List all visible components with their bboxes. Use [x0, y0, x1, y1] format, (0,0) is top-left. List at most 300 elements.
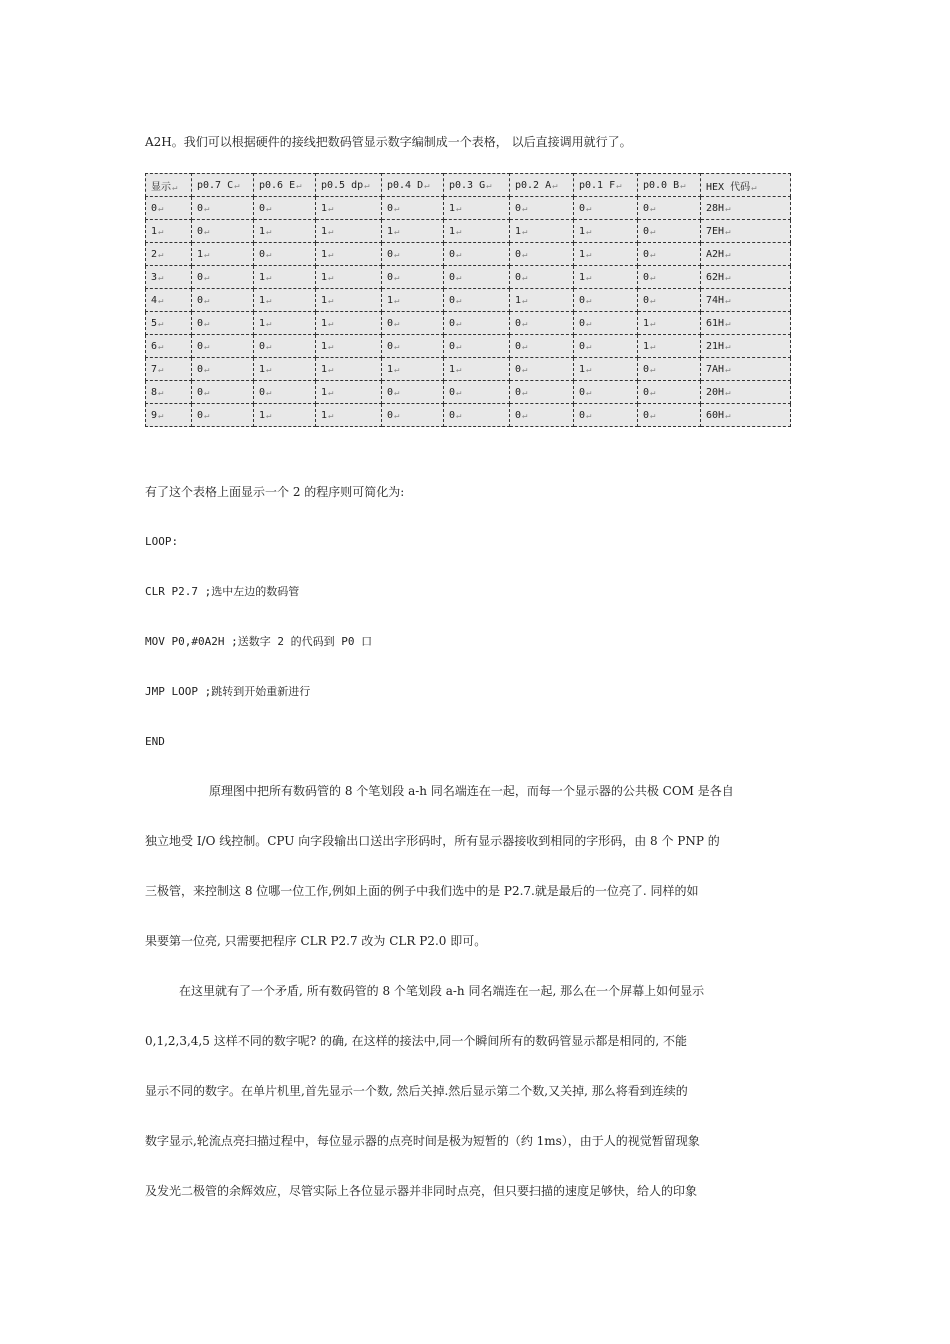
table-cell-text: 0	[449, 294, 456, 306]
table-cell-text: HEX 代码	[706, 181, 751, 193]
table-cell	[444, 358, 510, 381]
table-cell	[510, 289, 574, 312]
table-cell	[192, 358, 254, 381]
return-mark-icon: ↵	[522, 341, 528, 352]
table-cell-text: 0	[197, 202, 204, 214]
table-cell	[701, 220, 791, 243]
paragraph-line: 及发光二极管的余辉效应，尽管实际上各位显示器并非同时点亮，但只要扫描的速度足够快，给人的印象	[145, 1184, 698, 1198]
table-cell	[192, 289, 254, 312]
table-cell	[444, 381, 510, 404]
table-cell-text: 5	[151, 317, 158, 329]
paragraph-line: 数字显示,轮流点亮扫描过程中，每位显示器的点亮时间是极为短暂的（约 1ms），由于人的视觉暂留现象	[145, 1134, 700, 1148]
table-cell	[192, 243, 254, 266]
return-mark-icon: ↵	[424, 180, 430, 191]
table-cell-text: 0	[387, 271, 394, 283]
paragraph-1	[145, 783, 806, 983]
table-cell-text: 1	[321, 294, 328, 306]
table-cell-text: 0	[643, 294, 650, 306]
return-mark-icon: ↵	[394, 226, 400, 237]
table-cell-text: p0.2 A	[515, 179, 552, 191]
table-cell	[316, 174, 382, 197]
return-mark-icon: ↵	[586, 387, 592, 398]
return-mark-icon: ↵	[204, 410, 210, 421]
return-mark-icon: ↵	[586, 341, 592, 352]
table-cell	[701, 381, 791, 404]
return-mark-icon: ↵	[204, 295, 210, 306]
table-cell	[382, 266, 444, 289]
table-cell-text: 0	[643, 271, 650, 283]
table-cell-text: 0	[197, 340, 204, 352]
table-cell-text: 1	[259, 271, 266, 283]
table-cell-text: 21H	[706, 340, 725, 352]
return-mark-icon: ↵	[456, 226, 462, 237]
return-mark-icon: ↵	[586, 272, 592, 283]
table-cell-text: 0	[449, 271, 456, 283]
table-cell-text: 1	[321, 202, 328, 214]
table-cell	[254, 197, 316, 220]
table-cell-text: 0	[579, 294, 586, 306]
return-mark-icon: ↵	[650, 272, 656, 283]
table-cell	[638, 289, 701, 312]
table-cell-text: 7	[151, 363, 158, 375]
return-mark-icon: ↵	[456, 387, 462, 398]
table-cell	[510, 358, 574, 381]
return-mark-icon: ↵	[522, 272, 528, 283]
table-cell-text: 0	[387, 248, 394, 260]
table-row	[146, 266, 791, 289]
table-cell-text: 1	[259, 317, 266, 329]
table-cell-text: 0	[579, 386, 586, 398]
table-cell-text: 1	[515, 294, 522, 306]
return-mark-icon: ↵	[158, 249, 164, 260]
table-cell	[444, 243, 510, 266]
table-cell-text: A2H	[706, 248, 725, 260]
table-cell	[146, 197, 192, 220]
table-cell	[146, 220, 192, 243]
paragraph-line: 显示不同的数字。在单片机里,首先显示一个数, 然后关掉.然后显示第二个数,又关掉, 那么将看到连续的	[145, 1084, 688, 1098]
table-cell-text: 1	[321, 386, 328, 398]
table-cell	[574, 289, 638, 312]
table-cell	[254, 243, 316, 266]
return-mark-icon: ↵	[394, 341, 400, 352]
return-mark-icon: ↵	[650, 410, 656, 421]
table-cell	[316, 358, 382, 381]
table-cell-text: 0	[259, 340, 266, 352]
return-mark-icon: ↵	[204, 226, 210, 237]
table-row	[146, 312, 791, 335]
code-line: MOV P0,#0A2H ;送数字 2 的代码到 P0 口	[145, 635, 373, 648]
return-mark-icon: ↵	[328, 295, 334, 306]
table-cell-text: 0	[387, 340, 394, 352]
table-cell-text: 0	[197, 409, 204, 421]
table-cell	[382, 289, 444, 312]
return-mark-icon: ↵	[586, 295, 592, 306]
table-cell	[510, 243, 574, 266]
table-cell	[254, 174, 316, 197]
table-cell	[638, 312, 701, 335]
table-cell	[146, 243, 192, 266]
return-mark-icon: ↵	[725, 203, 731, 214]
table-cell-text: 1	[387, 294, 394, 306]
table-cell-text: 1	[387, 363, 394, 375]
return-mark-icon: ↵	[394, 272, 400, 283]
return-mark-icon: ↵	[725, 387, 731, 398]
table-cell	[574, 197, 638, 220]
table-cell-text: 28H	[706, 202, 725, 214]
table-cell-text: 0	[449, 409, 456, 421]
return-mark-icon: ↵	[725, 364, 731, 375]
return-mark-icon: ↵	[394, 364, 400, 375]
table-cell-text: 0	[387, 317, 394, 329]
table-cell-text: 0	[515, 271, 522, 283]
table-cell	[574, 174, 638, 197]
return-mark-icon: ↵	[650, 295, 656, 306]
return-mark-icon: ↵	[204, 203, 210, 214]
return-mark-icon: ↵	[522, 318, 528, 329]
table-cell-text: 0	[197, 271, 204, 283]
return-mark-icon: ↵	[172, 182, 178, 193]
table-cell-text: 0	[515, 317, 522, 329]
table-cell-text: 0	[387, 202, 394, 214]
return-mark-icon: ↵	[204, 341, 210, 352]
table-cell-text: 0	[579, 202, 586, 214]
table-cell	[254, 220, 316, 243]
return-mark-icon: ↵	[552, 180, 558, 191]
table-cell	[638, 335, 701, 358]
table-cell-text: 0	[643, 202, 650, 214]
table-cell	[638, 220, 701, 243]
return-mark-icon: ↵	[158, 226, 164, 237]
return-mark-icon: ↵	[394, 410, 400, 421]
table-cell-text: p0.0 B	[643, 179, 680, 191]
return-mark-icon: ↵	[486, 180, 492, 191]
table-cell	[146, 312, 192, 335]
table-cell	[316, 335, 382, 358]
table-cell-text: 1	[259, 363, 266, 375]
return-mark-icon: ↵	[394, 295, 400, 306]
return-mark-icon: ↵	[522, 364, 528, 375]
return-mark-icon: ↵	[158, 410, 164, 421]
table-cell	[382, 381, 444, 404]
table-cell	[382, 335, 444, 358]
table-cell	[192, 174, 254, 197]
return-mark-icon: ↵	[522, 387, 528, 398]
table-cell	[382, 404, 444, 427]
return-mark-icon: ↵	[456, 341, 462, 352]
return-mark-icon: ↵	[266, 364, 272, 375]
table-cell	[192, 404, 254, 427]
segment-code-table	[145, 173, 791, 427]
return-mark-icon: ↵	[650, 203, 656, 214]
table-cell-text: 1	[259, 225, 266, 237]
return-mark-icon: ↵	[586, 410, 592, 421]
table-cell-text: 0	[643, 363, 650, 375]
table-cell	[701, 358, 791, 381]
table-cell	[510, 174, 574, 197]
table-cell-text: 1	[579, 363, 586, 375]
table-cell-text: 1	[579, 225, 586, 237]
return-mark-icon: ↵	[725, 295, 731, 306]
paragraph-line: 三极管，来控制这 8 位哪一位工作,例如上面的例子中我们选中的是 P2.7.就是最后的一位亮了. 同样的如	[145, 884, 699, 898]
table-cell-text: 8	[151, 386, 158, 398]
table-cell-text: 60H	[706, 409, 725, 421]
table-cell	[382, 243, 444, 266]
return-mark-icon: ↵	[204, 387, 210, 398]
table-cell	[444, 174, 510, 197]
return-mark-icon: ↵	[586, 203, 592, 214]
table-cell-text: 0	[449, 340, 456, 352]
return-mark-icon: ↵	[296, 180, 302, 191]
return-mark-icon: ↵	[725, 272, 731, 283]
table-cell	[701, 404, 791, 427]
return-mark-icon: ↵	[234, 180, 240, 191]
table-cell	[638, 404, 701, 427]
table-cell-text: 0	[579, 409, 586, 421]
table-cell	[382, 220, 444, 243]
paragraph-line: 在这里就有了一个矛盾, 所有数码管的 8 个笔划段 a-h 同名端连在一起, 那么在一个屏幕上如何显示	[179, 984, 705, 998]
table-cell-text: 1	[449, 202, 456, 214]
table-cell	[638, 197, 701, 220]
table-cell-text: p0.5 dp	[321, 179, 364, 191]
return-mark-icon: ↵	[725, 341, 731, 352]
table-cell	[510, 266, 574, 289]
table-cell	[444, 197, 510, 220]
table-cell	[192, 266, 254, 289]
return-mark-icon: ↵	[266, 203, 272, 214]
table-cell	[701, 335, 791, 358]
return-mark-icon: ↵	[158, 341, 164, 352]
table-cell	[382, 312, 444, 335]
return-mark-icon: ↵	[616, 180, 622, 191]
table-cell-text: 1	[259, 409, 266, 421]
table-cell	[316, 197, 382, 220]
table-cell	[638, 358, 701, 381]
table-row	[146, 381, 791, 404]
return-mark-icon: ↵	[522, 295, 528, 306]
table-cell	[574, 266, 638, 289]
table-cell-text: 0	[515, 386, 522, 398]
table-row	[146, 335, 791, 358]
table-cell	[316, 312, 382, 335]
table-cell	[146, 174, 192, 197]
table-cell	[254, 358, 316, 381]
table-cell	[638, 381, 701, 404]
table-cell-text: 0	[515, 340, 522, 352]
return-mark-icon: ↵	[751, 182, 757, 193]
table-cell	[574, 335, 638, 358]
return-mark-icon: ↵	[725, 249, 731, 260]
table-row	[146, 243, 791, 266]
table-cell-text: 0	[197, 317, 204, 329]
table-cell-text: 4	[151, 294, 158, 306]
table-cell	[444, 220, 510, 243]
return-mark-icon: ↵	[456, 272, 462, 283]
intro-line: A2H。我们可以根据硬件的接线把数码管显示数字编制成一个表格， 以后直接调用就行了。	[145, 135, 632, 149]
table-cell	[192, 335, 254, 358]
table-cell	[316, 266, 382, 289]
table-cell-text: 7AH	[706, 363, 725, 375]
table-cell	[701, 312, 791, 335]
table-cell	[316, 404, 382, 427]
table-cell-text: 0	[259, 202, 266, 214]
table-cell	[254, 312, 316, 335]
table-cell	[316, 289, 382, 312]
return-mark-icon: ↵	[328, 341, 334, 352]
return-mark-icon: ↵	[650, 341, 656, 352]
table-cell	[510, 404, 574, 427]
table-cell-text: 1	[449, 363, 456, 375]
table-cell-text: 1	[259, 294, 266, 306]
table-cell	[254, 266, 316, 289]
table-row	[146, 404, 791, 427]
return-mark-icon: ↵	[522, 249, 528, 260]
return-mark-icon: ↵	[650, 249, 656, 260]
return-mark-icon: ↵	[456, 295, 462, 306]
table-cell	[701, 243, 791, 266]
table-row	[146, 358, 791, 381]
table-cell-text: 0	[579, 317, 586, 329]
return-mark-icon: ↵	[328, 226, 334, 237]
table-cell	[638, 174, 701, 197]
table-cell	[254, 381, 316, 404]
return-mark-icon: ↵	[394, 387, 400, 398]
paragraph-line: 果要第一位亮, 只需要把程序 CLR P2.7 改为 CLR P2.0 即可。	[145, 934, 487, 948]
return-mark-icon: ↵	[456, 318, 462, 329]
table-cell-text: 0	[643, 225, 650, 237]
table-cell-text: 0	[515, 202, 522, 214]
return-mark-icon: ↵	[364, 180, 370, 191]
table-cell	[146, 358, 192, 381]
table-cell-text: 0	[515, 363, 522, 375]
table-cell	[316, 381, 382, 404]
table-cell	[192, 197, 254, 220]
code-line: END	[145, 735, 165, 748]
paragraph-2	[145, 983, 806, 1233]
table-cell-text: 1	[197, 248, 204, 260]
return-mark-icon: ↵	[522, 226, 528, 237]
return-mark-icon: ↵	[394, 203, 400, 214]
return-mark-icon: ↵	[650, 226, 656, 237]
return-mark-icon: ↵	[266, 341, 272, 352]
table-cell-text: 0	[259, 248, 266, 260]
table-cell	[146, 381, 192, 404]
table-cell	[701, 174, 791, 197]
table-cell	[254, 404, 316, 427]
table-cell	[574, 312, 638, 335]
table-cell	[638, 243, 701, 266]
return-mark-icon: ↵	[586, 318, 592, 329]
table-cell-text: 0	[387, 409, 394, 421]
return-mark-icon: ↵	[328, 203, 334, 214]
paragraph-line: 0,1,2,3,4,5 这样不同的数字呢? 的确, 在这样的接法中,同一个瞬间所有的数码管显示都是相同的, 不能	[145, 1034, 688, 1048]
table-cell-text: 9	[151, 409, 158, 421]
table-cell	[316, 243, 382, 266]
table-cell-text: 0	[197, 363, 204, 375]
table-cell	[382, 197, 444, 220]
table-cell-text: 1	[151, 225, 158, 237]
table-cell-text: 1	[321, 248, 328, 260]
return-mark-icon: ↵	[456, 203, 462, 214]
table-cell	[701, 266, 791, 289]
table-cell-text: 1	[321, 340, 328, 352]
table-cell	[444, 289, 510, 312]
table-cell-text: 0	[151, 202, 158, 214]
table-cell	[146, 335, 192, 358]
table-cell	[510, 312, 574, 335]
return-mark-icon: ↵	[158, 203, 164, 214]
table-cell	[146, 404, 192, 427]
table-cell-text: 0	[449, 248, 456, 260]
table-cell	[254, 335, 316, 358]
table-cell	[574, 358, 638, 381]
table-cell-text: p0.3 G	[449, 179, 486, 191]
table-cell	[382, 174, 444, 197]
return-mark-icon: ↵	[725, 318, 731, 329]
table-cell	[316, 220, 382, 243]
table-cell	[192, 220, 254, 243]
paragraph-line: 原理图中把所有数码管的 8 个笔划段 a-h 同名端连在一起，而每一个显示器的公共极 COM 是各自	[209, 784, 734, 798]
table-cell	[574, 220, 638, 243]
table-cell	[146, 289, 192, 312]
table-cell-text: 1	[387, 225, 394, 237]
table-cell	[146, 266, 192, 289]
return-mark-icon: ↵	[586, 364, 592, 375]
return-mark-icon: ↵	[586, 249, 592, 260]
table-row	[146, 220, 791, 243]
table-cell-text: p0.6 E	[259, 179, 296, 191]
table-header-row	[146, 174, 791, 197]
table-cell-text: 0	[643, 386, 650, 398]
table-cell	[701, 197, 791, 220]
return-mark-icon: ↵	[650, 364, 656, 375]
return-mark-icon: ↵	[650, 387, 656, 398]
return-mark-icon: ↵	[456, 249, 462, 260]
table-cell-text: 0	[643, 409, 650, 421]
table-cell-text: 0	[515, 248, 522, 260]
table-cell	[192, 381, 254, 404]
table-cell-text: 2	[151, 248, 158, 260]
table-cell-text: 0	[259, 386, 266, 398]
return-mark-icon: ↵	[456, 364, 462, 375]
table-cell-text: p0.4 D	[387, 179, 424, 191]
table-cell-text: 1	[449, 225, 456, 237]
table-cell-text: 3	[151, 271, 158, 283]
table-cell	[574, 243, 638, 266]
return-mark-icon: ↵	[328, 272, 334, 283]
table-cell-text: 0	[197, 386, 204, 398]
table-cell-text: 74H	[706, 294, 725, 306]
table-cell	[444, 266, 510, 289]
return-mark-icon: ↵	[328, 387, 334, 398]
return-mark-icon: ↵	[394, 318, 400, 329]
return-mark-icon: ↵	[725, 226, 731, 237]
table-cell-text: 1	[579, 248, 586, 260]
return-mark-icon: ↵	[266, 410, 272, 421]
return-mark-icon: ↵	[522, 203, 528, 214]
table-cell-text: 1	[321, 317, 328, 329]
return-mark-icon: ↵	[266, 295, 272, 306]
table-cell-text: 6	[151, 340, 158, 352]
table-cell	[382, 358, 444, 381]
return-mark-icon: ↵	[158, 272, 164, 283]
table-cell-text: 1	[515, 225, 522, 237]
table-cell	[510, 335, 574, 358]
table-cell-text: 0	[643, 248, 650, 260]
return-mark-icon: ↵	[204, 272, 210, 283]
return-mark-icon: ↵	[266, 226, 272, 237]
table-cell-text: 0	[197, 225, 204, 237]
table-cell-text: 1	[579, 271, 586, 283]
